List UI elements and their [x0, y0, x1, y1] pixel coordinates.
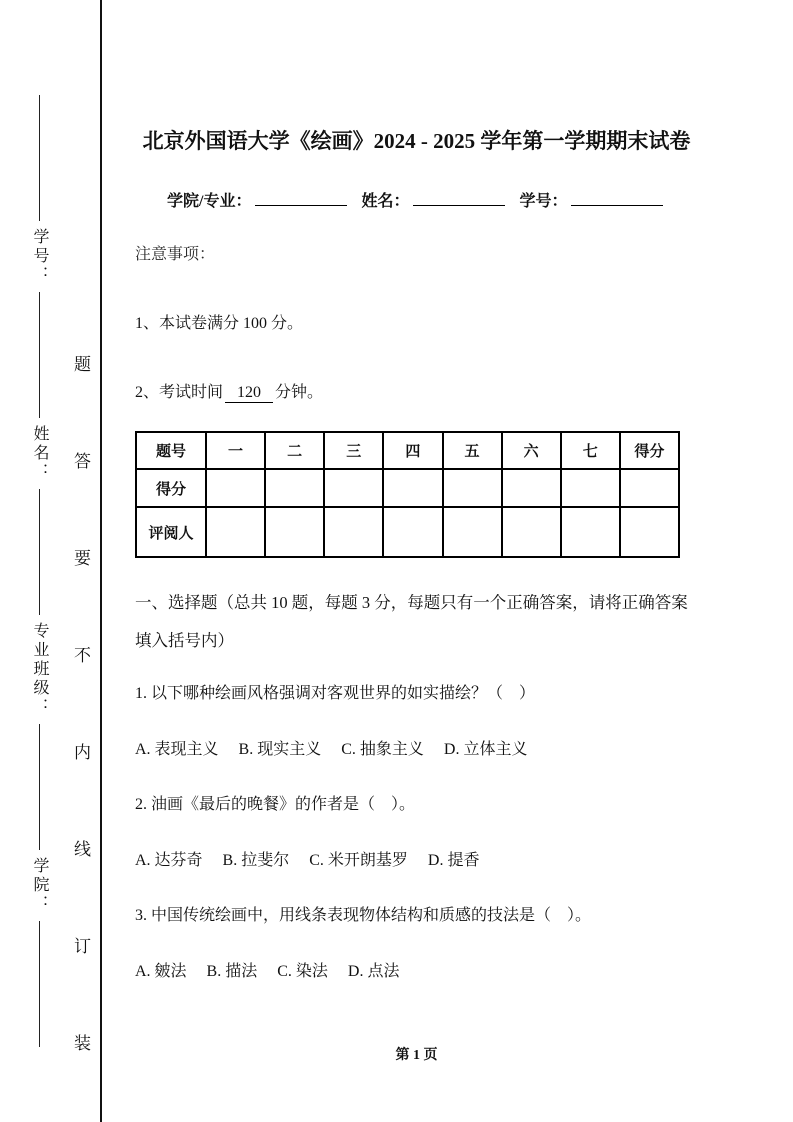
question-text: 3. 中国传统绘画中，用线条表现物体结构和质感的技法是（ ）。 [135, 907, 592, 924]
binding-char: 线 [74, 840, 91, 859]
question-2 [135, 795, 698, 871]
score-table-header-cell: 六 [502, 432, 561, 469]
score-cell [443, 469, 502, 507]
score-cell [620, 469, 679, 507]
exam-title: 北京外国语大学《绘画》2024 - 2025 学年第一学期期末试卷 [142, 129, 691, 153]
notice-item-2 [135, 379, 698, 403]
score-table-score-row [136, 469, 679, 507]
blank-line [571, 191, 663, 206]
reviewer-row-label: 评阅人 [136, 507, 206, 557]
question-options: A. 表现主义 B. 现实主义 C. 抽象主义 D. 立体主义 [135, 741, 528, 758]
sidebar-fields [28, 95, 51, 1047]
college-major-label: 学院/专业： [167, 193, 252, 210]
binding-char: 题 [74, 355, 91, 374]
score-table-header-cell: 题号 [136, 432, 206, 469]
score-row-label: 得分 [136, 469, 206, 507]
reviewer-cell [206, 507, 265, 557]
notice-item-2-suffix: 分钟。 [275, 384, 324, 401]
reviewer-cell [502, 507, 561, 557]
score-table-header-cell: 一 [206, 432, 265, 469]
binding-char: 要 [74, 549, 91, 568]
exam-content [102, 0, 793, 1122]
college-label: 学院： [31, 857, 48, 914]
sidebar-field-student-id [28, 95, 51, 292]
score-table [135, 431, 680, 558]
question-1 [135, 684, 698, 760]
score-cell [502, 469, 561, 507]
score-table-header-cell: 四 [383, 432, 442, 469]
section-1-heading: 一、选择题（总共 10 题，每题 3 分，每题只有一个正确答案，请将正确答案填入括号内） [135, 593, 688, 650]
score-cell [265, 469, 324, 507]
blank-line [39, 292, 40, 418]
page-number: 第 1 页 [395, 1048, 438, 1063]
reviewer-cell [443, 507, 502, 557]
score-cell [561, 469, 620, 507]
score-cell [383, 469, 442, 507]
blank-line [39, 489, 40, 615]
blank-line [39, 921, 40, 1047]
blank-line [39, 724, 40, 850]
notice-item-2-prefix: 2、考试时间 [135, 384, 224, 401]
binding-char: 不 [74, 646, 91, 665]
info-row [167, 188, 698, 211]
binding-line-text [74, 350, 91, 1054]
sidebar-field-name [28, 292, 51, 489]
question-text: 2. 油画《最后的晚餐》的作者是（ ）。 [135, 796, 416, 813]
score-table-reviewer-row [136, 507, 679, 557]
student-id-label: 学号： [519, 193, 568, 210]
score-cell [206, 469, 265, 507]
binding-char: 答 [74, 452, 91, 471]
notice-heading: 注意事项： [135, 246, 216, 263]
notice-item-1: 1、本试卷满分 100 分。 [135, 315, 304, 332]
sidebar-field-college [28, 724, 51, 921]
question-3 [135, 906, 698, 982]
reviewer-cell [561, 507, 620, 557]
reviewer-cell [324, 507, 383, 557]
reviewer-cell [620, 507, 679, 557]
blank-line [39, 95, 40, 221]
reviewer-cell [265, 507, 324, 557]
score-table-header-cell: 二 [265, 432, 324, 469]
class-label: 专业班级： [31, 622, 48, 717]
score-table-header-row [136, 432, 679, 469]
question-options: A. 达芬奇 B. 拉斐尔 C. 米开朗基罗 D. 提香 [135, 852, 480, 869]
question-options: A. 皴法 B. 描法 C. 染法 D. 点法 [135, 963, 400, 980]
score-table-header-cell: 得分 [620, 432, 679, 469]
sidebar-field-class [28, 489, 51, 724]
score-table-header-cell: 五 [443, 432, 502, 469]
binding-char: 订 [74, 937, 91, 956]
exam-duration-value: 120 [225, 384, 273, 403]
binding-char: 装 [74, 1034, 91, 1053]
binding-sidebar [0, 0, 100, 1122]
binding-char: 内 [74, 743, 91, 762]
student-id-label: 学号： [31, 228, 48, 285]
score-cell [324, 469, 383, 507]
question-text: 1. 以下哪种绘画风格强调对客观世界的如实描绘？（ ） [135, 685, 536, 702]
score-table-header-cell: 三 [324, 432, 383, 469]
name-label: 姓名： [31, 425, 48, 482]
blank-line [255, 191, 347, 206]
reviewer-cell [383, 507, 442, 557]
score-table-header-cell: 七 [561, 432, 620, 469]
blank-line [413, 191, 505, 206]
name-label: 姓名： [361, 193, 410, 210]
